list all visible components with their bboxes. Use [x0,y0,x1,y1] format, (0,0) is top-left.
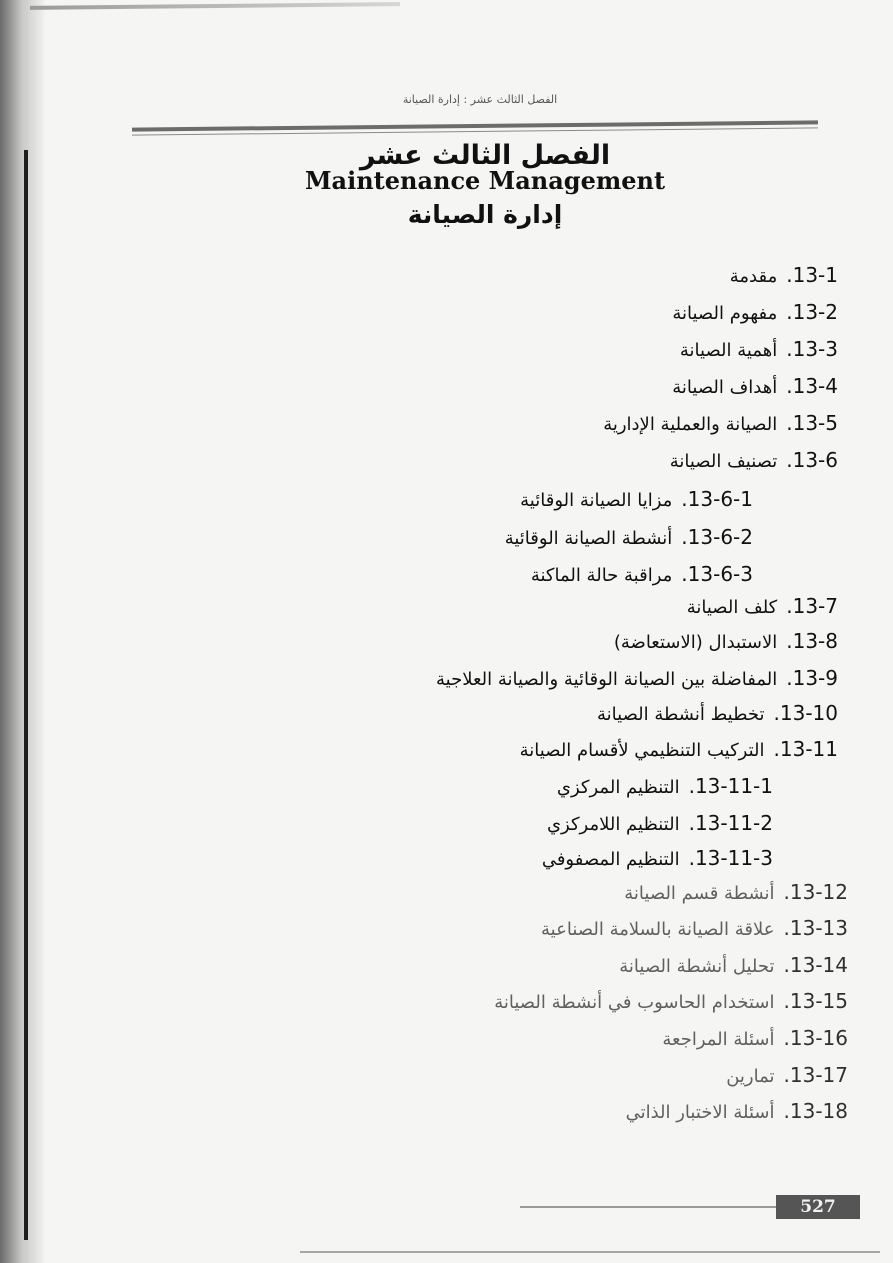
toc-entry-13-11 [520,734,838,766]
toc-entry-title: تحليل أنشطة الصيانة [619,956,775,977]
toc-entry-title: أسئلة المراجعة [662,1029,775,1050]
toc-entry-13-7 [687,591,838,623]
chapter-subtitle-arabic: إدارة الصيانة [407,200,563,229]
toc-entry-title: علاقة الصيانة بالسلامة الصناعية [541,919,775,940]
toc-entry-number: 13-18. [783,1099,848,1123]
toc-entry-number: 13-11. [773,737,838,761]
toc-entry-title: تخطيط أنشطة الصيانة [597,704,765,725]
toc-entry-title: تمارين [726,1066,775,1087]
toc-entry-title: أنشطة قسم الصيانة [624,883,775,904]
toc-entry-number: 13-9. [786,666,838,690]
toc-entry-number: 13-11-3. [688,846,773,870]
toc-entry-number: 13-11-2. [688,811,773,835]
toc-entry-13-14 [619,950,848,982]
toc-entry-13-11-2 [547,808,773,840]
toc-entry-13-17 [726,1060,848,1092]
toc-entry-13-6 [670,445,838,477]
toc-entry-title: مراقبة حالة الماكنة [530,565,673,586]
toc-entry-number: 13-14. [783,953,848,977]
toc-entry-number: 13-8. [786,629,838,653]
toc-entry-title: أسئلة الاختبار الذاتي [625,1102,775,1123]
toc-entry-number: 13-6-3. [681,562,753,586]
page-number: 527 [776,1195,860,1219]
toc-entry-13-13 [541,913,848,945]
toc-entry-number: 13-7. [786,594,838,618]
toc-entry-number: 13-2. [786,300,838,324]
toc-entry-number: 13-17. [783,1063,848,1087]
toc-entry-13-6-1 [520,484,753,516]
toc-entry-13-16 [662,1023,848,1055]
toc-entry-13-6-2 [505,522,753,554]
toc-entry-title: التنظيم المركزي [556,777,680,798]
toc-entry-title: أهداف الصيانة [672,377,778,398]
toc-entry-title: أنشطة الصيانة الوقائية [504,528,673,549]
toc-entry-title: أهمية الصيانة [679,340,778,361]
toc-entry-13-15 [494,986,848,1018]
toc-entry-number: 13-15. [783,989,848,1013]
toc-entry-13-12 [624,877,848,909]
toc-entry-13-9 [436,663,838,695]
footer-rule [520,1206,776,1208]
toc-entry-13-11-1 [557,771,773,803]
toc-entry-title: التركيب التنظيمي لأقسام الصيانة [519,740,765,761]
running-head: الفصل الثالث عشر : إدارة الصيانة [402,93,558,106]
toc-entry-title: مزايا الصيانة الوقائية [520,490,673,511]
toc-entry-number: 13-10. [773,701,838,725]
toc-entry-title: تصنيف الصيانة [669,451,778,472]
chapter-title-arabic: الفصل الثالث عشر [359,140,611,171]
toc-entry-title: المفاضلة بين الصيانة الوقائية والصيانة العلاجية [436,669,778,690]
chapter-title-english: Maintenance Management [304,166,666,195]
toc-entry-13-18 [626,1096,848,1128]
toc-entry-number: 13-11-1. [688,774,773,798]
toc-entry-title: مقدمة [729,266,778,287]
toc-entry-title: الاستبدال (الاستعاضة) [613,632,778,653]
toc-entry-number: 13-4. [786,374,838,398]
toc-entry-number: 13-1. [786,263,838,287]
toc-entry-number: 13-12. [783,880,848,904]
page-bottom-edge [300,1251,880,1253]
toc-entry-13-3 [680,334,838,366]
toc-entry-13-10 [597,698,838,730]
toc-entry-title: كلف الصيانة [686,597,778,618]
toc-entry-title: التنظيم المصفوفي [541,849,680,870]
toc-entry-13-8 [614,626,838,658]
toc-entry-number: 13-16. [783,1026,848,1050]
toc-entry-13-6-3 [531,559,753,591]
toc-entry-13-5 [603,408,838,440]
toc-entry-13-1 [730,260,838,292]
toc-entry-number: 13-3. [786,337,838,361]
toc-entry-number: 13-5. [786,411,838,435]
toc-entry-title: مفهوم الصيانة [672,303,778,324]
toc-entry-13-11-3 [542,843,773,875]
toc-entry-number: 13-13. [783,916,848,940]
toc-entry-title: استخدام الحاسوب في أنشطة الصيانة [494,992,775,1013]
toc-entry-title: التنظيم اللامركزي [546,814,680,835]
toc-entry-title: الصيانة والعملية الإدارية [603,414,778,435]
toc-entry-13-4 [672,371,838,403]
toc-entry-number: 13-6. [786,448,838,472]
toc-entry-number: 13-6-2. [681,525,753,549]
toc-entry-13-2 [672,297,838,329]
toc-entry-number: 13-6-1. [681,487,753,511]
